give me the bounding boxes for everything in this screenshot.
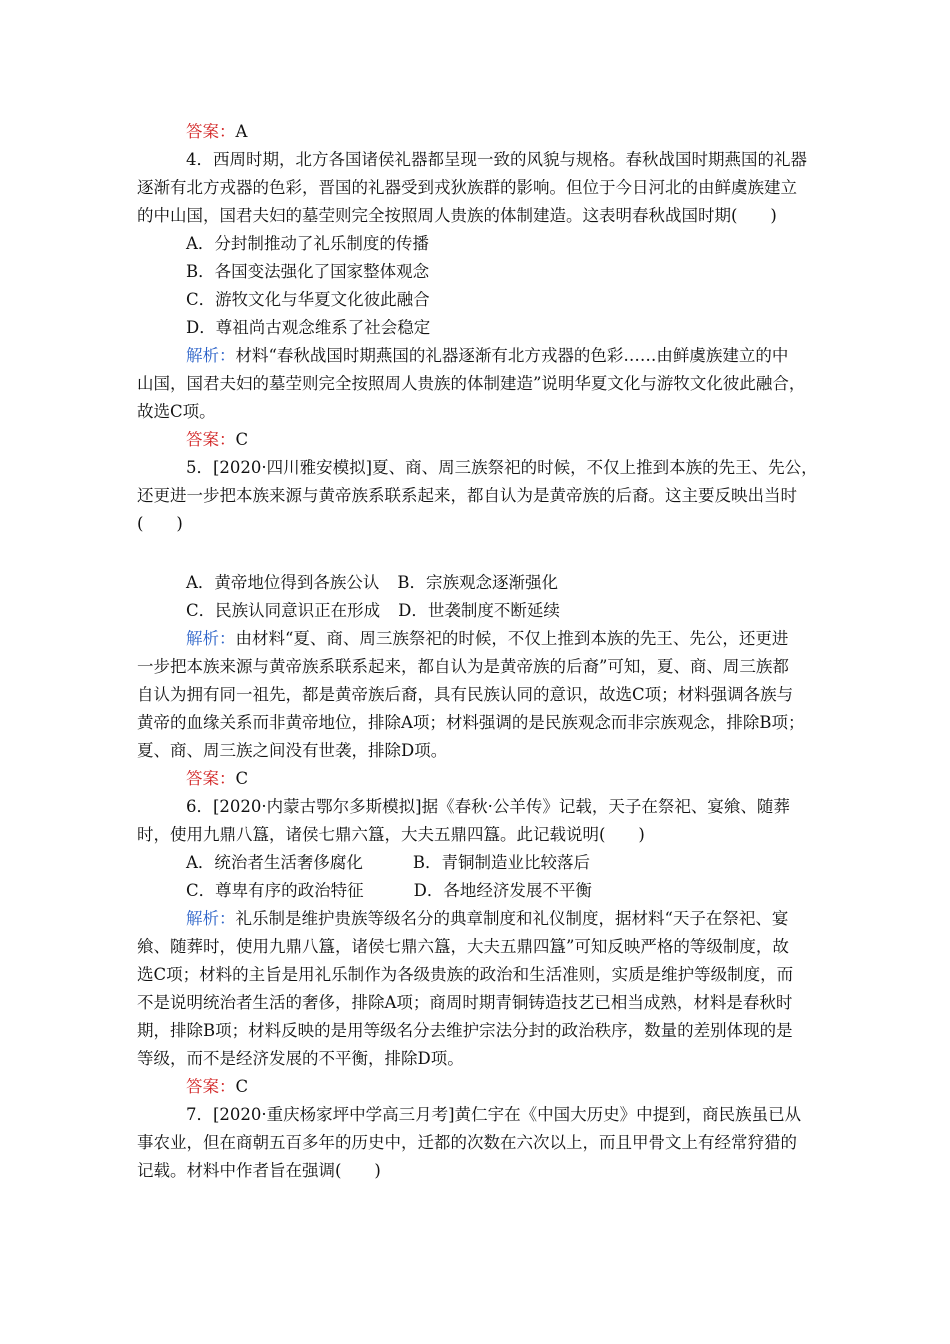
- q5-analysis-line-2: 一步把本族来源与黄帝族系联系起来，都自认为是黄帝族的后裔”可知，夏、商、周三族都: [137, 657, 789, 676]
- q5-analysis-line-5: 夏、商、周三族之间没有世袭，排除D项。: [137, 741, 448, 760]
- q6-option-d: D．各地经济发展不平衡: [413, 881, 592, 900]
- q4-answer-line: [0, 426, 950, 454]
- q4-option-d: D．尊祖尚古观念维系了社会稳定: [186, 318, 431, 337]
- q6-options-row-1: [0, 849, 950, 877]
- q5-analysis-line-4: 黄帝的血缘关系而非黄帝地位，排除A项；材料强调的是民族观念而非宗族观念，排除B项；: [137, 713, 805, 732]
- q7-stem-line-2: 事农业，但在商朝五百多年的历史中，迁都的次数在六次以上，而且甲骨文上有经常狩猎的: [137, 1133, 797, 1152]
- q4-stem-line-1: 4．西周时期，北方各国诸侯礼器都呈现一致的风貌与规格。春秋战国时期燕国的礼器: [186, 150, 807, 169]
- q4-analysis-line-1: [0, 342, 950, 370]
- q5-option-d: D．世袭制度不断延续: [398, 601, 560, 620]
- q5-option-b: B．宗族观念逐渐强化: [397, 573, 559, 592]
- q6-analysis-text-1: 礼乐制是维护贵族等级名分的典章制度和礼仪制度，据材料“天子在祭祀、宴: [235, 909, 789, 928]
- q5-option-c: C．民族认同意识正在形成: [186, 601, 381, 620]
- q5-answer-line: [0, 765, 950, 793]
- q7-stem-line-1: 7．[2020·重庆杨家坪中学高三月考]黄仁宇在《中国大历史》中提到，商民族虽已从: [186, 1105, 802, 1124]
- answer-label: 答案：: [186, 769, 236, 788]
- answer-label: 答案：: [186, 122, 236, 141]
- q4-stem-line-3: 的中山国，国君夫妇的墓茔则完全按照周人贵族的体制建造。这表明春秋战国时期( ): [137, 206, 777, 225]
- q6-analysis-line-6: 等级，而不是经济发展的不平衡，排除D项。: [137, 1049, 464, 1068]
- q5-analysis-text-1: 由材料“夏、商、周三族祭祀的时候，不仅上推到本族的先王、先公，还更进: [235, 629, 789, 648]
- q6-analysis-line-2: 飨、随葬时，使用九鼎八簋，诸侯七鼎六簋，大夫五鼎四簋”可知反映严格的等级制度，故: [137, 937, 789, 956]
- q6-stem-line-1: 6．[2020·内蒙古鄂尔多斯模拟]据《春秋·公羊传》记载，天子在祭祀、宴飨、随葬: [186, 797, 790, 816]
- q4-option-a: A．分封制推动了礼乐制度的传播: [186, 234, 429, 253]
- q6-stem-line-2: 时，使用九鼎八簋，诸侯七鼎六簋，大夫五鼎四簋。此记载说明( ): [137, 825, 645, 844]
- q4-option-c: C．游牧文化与华夏文化彼此融合: [186, 290, 430, 309]
- analysis-label: 解析：: [186, 629, 236, 648]
- q6-answer: C: [235, 1077, 249, 1096]
- q4-analysis-text-1: 材料“春秋战国时期燕国的礼器逐渐有北方戎器的色彩……由鲜虞族建立的中: [235, 346, 789, 365]
- answer-label: 答案：: [186, 430, 236, 449]
- q4-answer: C: [235, 430, 249, 449]
- analysis-label: 解析：: [186, 909, 236, 928]
- q4-option-b: B．各国变法强化了国家整体观念: [186, 262, 430, 281]
- q6-analysis-line-1: [0, 905, 950, 933]
- q6-analysis-line-3: 选C项；材料的主旨是用礼乐制作为各级贵族的政治和生活准则，实质是维护等级制度，而: [137, 965, 794, 984]
- q5-option-a: A．黄帝地位得到各族公认: [186, 573, 380, 592]
- q7-stem-line-3: 记载。材料中作者旨在强调( ): [137, 1161, 381, 1180]
- q4-stem-line-2: 逐渐有北方戎器的色彩，晋国的礼器受到戎狄族群的影响。但位于今日河北的由鲜虞族建立: [137, 178, 797, 197]
- q5-options-row-2: [0, 597, 950, 625]
- q5-stem-line-2: 还更进一步把本族来源与黄帝族系联系起来，都自认为是黄帝族的后裔。这主要反映出当时: [137, 486, 797, 505]
- q4-analysis-line-2: 山国，国君夫妇的墓茔则完全按照周人贵族的体制建造”说明华夏文化与游牧文化彼此融合，: [137, 374, 806, 393]
- q5-answer: C: [235, 769, 249, 788]
- q3-answer: A: [235, 122, 248, 141]
- q6-analysis-line-4: 不是说明统治者生活的奢侈，排除A项；商周时期青铜铸造技艺已相当成熟，材料是春秋时: [137, 993, 793, 1012]
- q5-options-row-1: [0, 569, 950, 597]
- q5-stem-line-1: 5．[2020·四川雅安模拟]夏、商、周三族祭祀的时候，不仅上推到本族的先王、先公，: [186, 458, 818, 477]
- q6-answer-line: [0, 1073, 950, 1101]
- q6-options-row-2: [0, 877, 950, 905]
- q3-answer-line: [0, 118, 950, 146]
- q4-analysis-line-3: 故选C项。: [137, 402, 216, 421]
- q5-stem-line-3: ( ): [137, 514, 183, 533]
- q6-analysis-line-5: 期，排除B项；材料反映的是用等级名分去维护宗法分封的政治秩序，数量的差别体现的是: [137, 1021, 793, 1040]
- analysis-label: 解析：: [186, 346, 236, 365]
- q6-option-b: B．青铜制造业比较落后: [412, 853, 591, 872]
- answer-label: 答案：: [186, 1077, 236, 1096]
- q5-analysis-line-3: 自认为拥有同一祖先，都是黄帝族后裔，具有民族认同的意识，故选C项；材料强调各族与: [137, 685, 794, 704]
- q5-analysis-line-1: [0, 625, 950, 653]
- q6-option-c: C．尊卑有序的政治特征: [186, 881, 364, 900]
- q6-option-a: A．统治者生活奢侈腐化: [186, 853, 363, 872]
